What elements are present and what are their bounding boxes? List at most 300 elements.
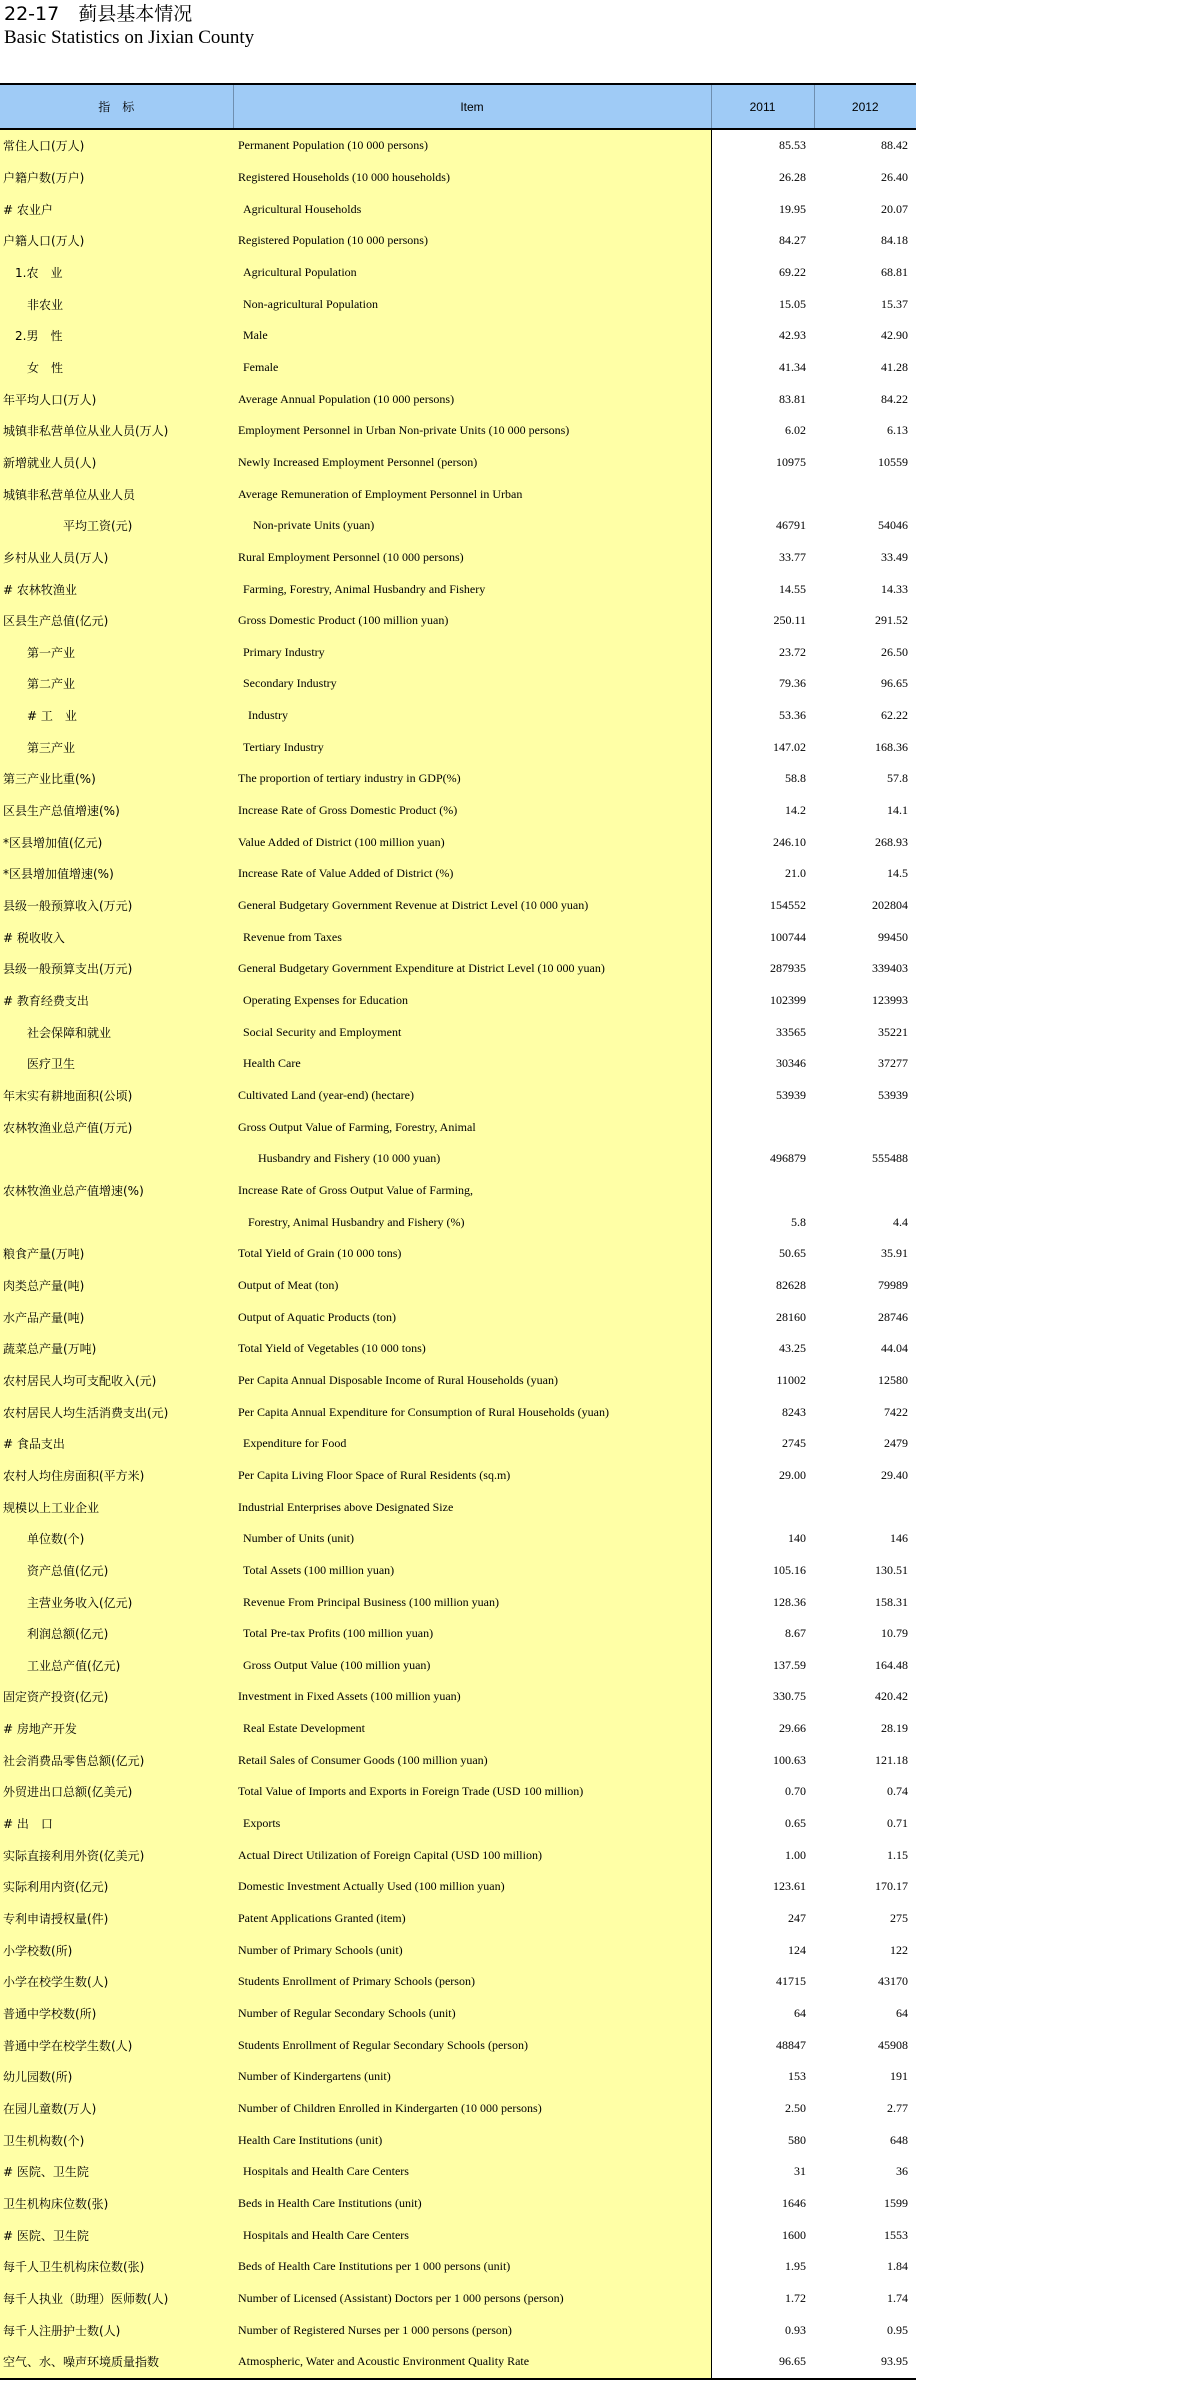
row-value-2011: 6.02 bbox=[711, 415, 814, 447]
table-row bbox=[0, 1206, 916, 1238]
row-item-en: Expenditure for Food bbox=[233, 1428, 711, 1460]
row-label-cn: 每千人注册护士数(人) bbox=[0, 2314, 233, 2346]
row-label-cn bbox=[0, 1143, 233, 1175]
row-item-en: Retail Sales of Consumer Goods (100 million yuan) bbox=[233, 1744, 711, 1776]
table-row bbox=[0, 763, 916, 795]
row-value-2012: 41.28 bbox=[814, 352, 916, 384]
row-value-2011 bbox=[711, 1111, 814, 1143]
row-value-2011 bbox=[711, 478, 814, 510]
table-row bbox=[0, 288, 916, 320]
row-value-2012: 122 bbox=[814, 1934, 916, 1966]
table-row bbox=[0, 352, 916, 384]
table-row bbox=[0, 668, 916, 700]
row-label-cn: 资产总值(亿元) bbox=[0, 1555, 233, 1587]
row-label-cn: 农村居民人均可支配收入(元) bbox=[0, 1365, 233, 1397]
row-value-2011: 0.65 bbox=[711, 1808, 814, 1840]
row-value-2011: 82628 bbox=[711, 1270, 814, 1302]
row-value-2011: 100744 bbox=[711, 921, 814, 953]
row-label-cn: 年末实有耕地面积(公顷) bbox=[0, 1080, 233, 1112]
table-row bbox=[0, 383, 916, 415]
row-value-2012: 7422 bbox=[814, 1396, 916, 1428]
table-row bbox=[0, 2314, 916, 2346]
row-item-en: Exports bbox=[233, 1808, 711, 1840]
row-value-2012: 14.33 bbox=[814, 573, 916, 605]
row-value-2011: 0.93 bbox=[711, 2314, 814, 2346]
row-value-2012: 20.07 bbox=[814, 193, 916, 225]
row-item-en: Industry bbox=[233, 700, 711, 732]
table-row bbox=[0, 1555, 916, 1587]
table-header bbox=[0, 84, 916, 129]
row-value-2012: 88.42 bbox=[814, 129, 916, 162]
row-label-cn: 农村居民人均生活消费支出(元) bbox=[0, 1396, 233, 1428]
row-value-2011: 48847 bbox=[711, 2029, 814, 2061]
row-item-en: Domestic Investment Actually Used (100 million yuan) bbox=[233, 1871, 711, 1903]
row-label-cn: 农村人均住房面积(平方米) bbox=[0, 1460, 233, 1492]
row-value-2012: 84.22 bbox=[814, 383, 916, 415]
row-item-en: Patent Applications Granted (item) bbox=[233, 1903, 711, 1935]
table-row bbox=[0, 700, 916, 732]
row-value-2011: 1646 bbox=[711, 2188, 814, 2220]
row-label-cn: # 工 业 bbox=[0, 700, 233, 732]
table-row bbox=[0, 2346, 916, 2379]
table-row bbox=[0, 2029, 916, 2061]
row-item-en: Industrial Enterprises above Designated Size bbox=[233, 1491, 711, 1523]
row-item-en: Increase Rate of Value Added of District (%) bbox=[233, 858, 711, 890]
table-row bbox=[0, 193, 916, 225]
row-value-2011: 246.10 bbox=[711, 826, 814, 858]
row-value-2012: 2.77 bbox=[814, 2093, 916, 2125]
table-row bbox=[0, 1618, 916, 1650]
row-label-cn: 幼儿园数(所) bbox=[0, 2061, 233, 2093]
table-row bbox=[0, 1238, 916, 1270]
row-item-en: Agricultural Population bbox=[233, 257, 711, 289]
row-value-2012: 123993 bbox=[814, 985, 916, 1017]
table-row bbox=[0, 2188, 916, 2220]
row-label-cn: 农林牧渔业总产值增速(%) bbox=[0, 1175, 233, 1207]
table-row bbox=[0, 985, 916, 1017]
row-value-2011: 53.36 bbox=[711, 700, 814, 732]
row-label-cn: *区县增加值增速(%) bbox=[0, 858, 233, 890]
row-value-2012: 0.71 bbox=[814, 1808, 916, 1840]
table-row bbox=[0, 1111, 916, 1143]
row-label-cn: # 农业户 bbox=[0, 193, 233, 225]
row-value-2011: 29.00 bbox=[711, 1460, 814, 1492]
row-label-cn: 肉类总产量(吨) bbox=[0, 1270, 233, 1302]
table-row bbox=[0, 2093, 916, 2125]
row-item-en: Actual Direct Utilization of Foreign Capital (USD 100 million) bbox=[233, 1839, 711, 1871]
row-value-2011: 29.66 bbox=[711, 1713, 814, 1745]
table-row bbox=[0, 1175, 916, 1207]
row-item-en: The proportion of tertiary industry in GDP(%) bbox=[233, 763, 711, 795]
row-value-2012: 202804 bbox=[814, 890, 916, 922]
row-value-2011: 250.11 bbox=[711, 605, 814, 637]
row-value-2012: 54046 bbox=[814, 510, 916, 542]
table-row bbox=[0, 257, 916, 289]
row-value-2012: 28.19 bbox=[814, 1713, 916, 1745]
row-label-cn: 医疗卫生 bbox=[0, 1048, 233, 1080]
table-row bbox=[0, 890, 916, 922]
row-value-2012: 4.4 bbox=[814, 1206, 916, 1238]
row-value-2011: 10975 bbox=[711, 447, 814, 479]
row-item-en: Average Remuneration of Employment Personnel in Urban bbox=[233, 478, 711, 510]
row-item-en: Cultivated Land (year-end) (hectare) bbox=[233, 1080, 711, 1112]
row-label-cn: 实际利用内资(亿元) bbox=[0, 1871, 233, 1903]
row-label-cn: 农林牧渔业总产值(万元) bbox=[0, 1111, 233, 1143]
row-value-2011: 33.77 bbox=[711, 542, 814, 574]
row-value-2011: 580 bbox=[711, 2124, 814, 2156]
row-value-2012: 648 bbox=[814, 2124, 916, 2156]
row-label-cn: 县级一般预算收入(万元) bbox=[0, 890, 233, 922]
row-value-2011: 28160 bbox=[711, 1301, 814, 1333]
row-value-2011: 1.95 bbox=[711, 2251, 814, 2283]
table-row bbox=[0, 858, 916, 890]
row-label-cn: # 出 口 bbox=[0, 1808, 233, 1840]
row-item-en: Per Capita Annual Expenditure for Consumption of Rural Households (yuan) bbox=[233, 1396, 711, 1428]
row-label-cn: 平均工资(元) bbox=[0, 510, 233, 542]
table-row bbox=[0, 826, 916, 858]
row-item-en: General Budgetary Government Expenditure at District Level (10 000 yuan) bbox=[233, 953, 711, 985]
row-item-en: Output of Meat (ton) bbox=[233, 1270, 711, 1302]
row-value-2012 bbox=[814, 1491, 916, 1523]
row-value-2011: 96.65 bbox=[711, 2346, 814, 2379]
row-item-en: Female bbox=[233, 352, 711, 384]
row-value-2012: 14.5 bbox=[814, 858, 916, 890]
row-value-2011: 140 bbox=[711, 1523, 814, 1555]
row-value-2012: 68.81 bbox=[814, 257, 916, 289]
row-label-cn: # 税收收入 bbox=[0, 921, 233, 953]
row-item-en: Number of Units (unit) bbox=[233, 1523, 711, 1555]
row-item-en: Non-private Units (yuan) bbox=[233, 510, 711, 542]
row-item-en: Tertiary Industry bbox=[233, 731, 711, 763]
table-row bbox=[0, 1080, 916, 1112]
row-item-en: Gross Output Value of Farming, Forestry, Animal bbox=[233, 1111, 711, 1143]
row-value-2012: 35221 bbox=[814, 1016, 916, 1048]
row-value-2012: 146 bbox=[814, 1523, 916, 1555]
row-value-2012: 291.52 bbox=[814, 605, 916, 637]
row-label-cn: 固定资产投资(亿元) bbox=[0, 1681, 233, 1713]
row-item-en: Real Estate Development bbox=[233, 1713, 711, 1745]
row-value-2012: 79989 bbox=[814, 1270, 916, 1302]
row-value-2011: 23.72 bbox=[711, 637, 814, 669]
header-row bbox=[0, 84, 916, 129]
row-label-cn: 专利申请授权量(件) bbox=[0, 1903, 233, 1935]
row-value-2011: 8.67 bbox=[711, 1618, 814, 1650]
row-value-2011: 1.72 bbox=[711, 2283, 814, 2315]
row-value-2011: 154552 bbox=[711, 890, 814, 922]
row-item-en: Revenue from Taxes bbox=[233, 921, 711, 953]
row-value-2011: 26.28 bbox=[711, 162, 814, 194]
row-item-en: Value Added of District (100 million yuan) bbox=[233, 826, 711, 858]
row-item-en: Increase Rate of Gross Domestic Product (%) bbox=[233, 795, 711, 827]
table-row bbox=[0, 1839, 916, 1871]
header-year-2012: 2012 bbox=[814, 84, 916, 129]
row-value-2012: 2479 bbox=[814, 1428, 916, 1460]
row-item-en: Rural Employment Personnel (10 000 persons) bbox=[233, 542, 711, 574]
table-row bbox=[0, 2124, 916, 2156]
row-value-2012: 26.50 bbox=[814, 637, 916, 669]
row-value-2012: 164.48 bbox=[814, 1650, 916, 1682]
row-label-cn: 小学校数(所) bbox=[0, 1934, 233, 1966]
row-label-cn: 社会消费品零售总额(亿元) bbox=[0, 1744, 233, 1776]
row-label-cn: 户籍户数(万户) bbox=[0, 162, 233, 194]
row-item-en: Total Value of Imports and Exports in Foreign Trade (USD 100 million) bbox=[233, 1776, 711, 1808]
row-label-cn: 女 性 bbox=[0, 352, 233, 384]
table-row bbox=[0, 1966, 916, 1998]
row-value-2012: 168.36 bbox=[814, 731, 916, 763]
header-year-2011: 2011 bbox=[711, 84, 814, 129]
row-value-2012: 10559 bbox=[814, 447, 916, 479]
row-label-cn: 年平均人口(万人) bbox=[0, 383, 233, 415]
row-value-2012: 62.22 bbox=[814, 700, 916, 732]
row-label-cn: 普通中学校数(所) bbox=[0, 1998, 233, 2030]
row-value-2011: 58.8 bbox=[711, 763, 814, 795]
row-item-en: Forestry, Animal Husbandry and Fishery (%) bbox=[233, 1206, 711, 1238]
header-indicator: 指 标 bbox=[0, 84, 233, 129]
row-item-en: Per Capita Annual Disposable Income of Rural Households (yuan) bbox=[233, 1365, 711, 1397]
row-item-en: Hospitals and Health Care Centers bbox=[233, 2156, 711, 2188]
row-item-en: Hospitals and Health Care Centers bbox=[233, 2219, 711, 2251]
row-item-en: Atmospheric, Water and Acoustic Environment Quality Rate bbox=[233, 2346, 711, 2379]
row-item-en: Health Care bbox=[233, 1048, 711, 1080]
table-row bbox=[0, 1365, 916, 1397]
table-row bbox=[0, 1998, 916, 2030]
row-label-cn: 单位数(个) bbox=[0, 1523, 233, 1555]
row-label-cn: 粮食产量(万吨) bbox=[0, 1238, 233, 1270]
row-value-2011: 41715 bbox=[711, 1966, 814, 1998]
row-value-2011: 147.02 bbox=[711, 731, 814, 763]
row-label-cn: 乡村从业人员(万人) bbox=[0, 542, 233, 574]
row-value-2012: 158.31 bbox=[814, 1586, 916, 1618]
table-row bbox=[0, 1396, 916, 1428]
row-item-en: Students Enrollment of Primary Schools (person) bbox=[233, 1966, 711, 1998]
row-value-2012: 36 bbox=[814, 2156, 916, 2188]
table-row bbox=[0, 129, 916, 162]
row-value-2011: 153 bbox=[711, 2061, 814, 2093]
row-label-cn: 外贸进出口总额(亿美元) bbox=[0, 1776, 233, 1808]
table-row bbox=[0, 510, 916, 542]
row-value-2011: 79.36 bbox=[711, 668, 814, 700]
row-value-2012: 37277 bbox=[814, 1048, 916, 1080]
row-label-cn: # 教育经费支出 bbox=[0, 985, 233, 1017]
row-label-cn: 每千人卫生机构床位数(张) bbox=[0, 2251, 233, 2283]
table-title-cn: 22-17 蓟县基本情况 bbox=[4, 3, 193, 25]
statistics-table bbox=[0, 83, 916, 2380]
table-row bbox=[0, 2219, 916, 2251]
table-row bbox=[0, 1301, 916, 1333]
table-row bbox=[0, 415, 916, 447]
table-row bbox=[0, 1808, 916, 1840]
row-value-2011: 41.34 bbox=[711, 352, 814, 384]
row-value-2012: 12580 bbox=[814, 1365, 916, 1397]
row-value-2012: 84.18 bbox=[814, 225, 916, 257]
table-row bbox=[0, 1934, 916, 1966]
row-item-en: Per Capita Living Floor Space of Rural Residents (sq.m) bbox=[233, 1460, 711, 1492]
table-row bbox=[0, 542, 916, 574]
row-label-cn: # 房地产开发 bbox=[0, 1713, 233, 1745]
row-item-en: Total Assets (100 million yuan) bbox=[233, 1555, 711, 1587]
row-value-2011: 14.2 bbox=[711, 795, 814, 827]
row-item-en: Total Yield of Vegetables (10 000 tons) bbox=[233, 1333, 711, 1365]
table-row bbox=[0, 1333, 916, 1365]
row-item-en: Non-agricultural Population bbox=[233, 288, 711, 320]
table-row bbox=[0, 921, 916, 953]
row-value-2011: 8243 bbox=[711, 1396, 814, 1428]
table-row bbox=[0, 225, 916, 257]
row-item-en: Registered Population (10 000 persons) bbox=[233, 225, 711, 257]
row-value-2011: 137.59 bbox=[711, 1650, 814, 1682]
row-value-2012: 555488 bbox=[814, 1143, 916, 1175]
table-row bbox=[0, 1681, 916, 1713]
row-item-en: Male bbox=[233, 320, 711, 352]
row-value-2012: 1.15 bbox=[814, 1839, 916, 1871]
title-block bbox=[4, 2, 254, 50]
row-label-cn: 第三产业 bbox=[0, 731, 233, 763]
row-value-2011: 69.22 bbox=[711, 257, 814, 289]
row-label-cn: 户籍人口(万人) bbox=[0, 225, 233, 257]
row-value-2011: 1600 bbox=[711, 2219, 814, 2251]
header-item: Item bbox=[233, 84, 711, 129]
table-row bbox=[0, 447, 916, 479]
row-item-en: Primary Industry bbox=[233, 637, 711, 669]
row-label-cn: # 农林牧渔业 bbox=[0, 573, 233, 605]
row-label-cn: 城镇非私营单位从业人员(万人) bbox=[0, 415, 233, 447]
row-value-2012: 275 bbox=[814, 1903, 916, 1935]
row-item-en: Gross Domestic Product (100 million yuan) bbox=[233, 605, 711, 637]
row-value-2011: 33565 bbox=[711, 1016, 814, 1048]
table-body bbox=[0, 129, 916, 2379]
row-value-2011 bbox=[711, 1175, 814, 1207]
row-item-en: Total Yield of Grain (10 000 tons) bbox=[233, 1238, 711, 1270]
row-label-cn: 主营业务收入(亿元) bbox=[0, 1586, 233, 1618]
row-item-en: Farming, Forestry, Animal Husbandry and Fishery bbox=[233, 573, 711, 605]
row-item-en: Students Enrollment of Regular Secondary Schools (person) bbox=[233, 2029, 711, 2061]
row-value-2012: 1.84 bbox=[814, 2251, 916, 2283]
row-item-en: General Budgetary Government Revenue at District Level (10 000 yuan) bbox=[233, 890, 711, 922]
row-label-cn: 卫生机构数(个) bbox=[0, 2124, 233, 2156]
row-value-2011: 85.53 bbox=[711, 129, 814, 162]
table-row bbox=[0, 2251, 916, 2283]
row-label-cn: 普通中学在校学生数(人) bbox=[0, 2029, 233, 2061]
row-value-2012: 57.8 bbox=[814, 763, 916, 795]
row-item-en: Beds of Health Care Institutions per 1 000 persons (unit) bbox=[233, 2251, 711, 2283]
row-value-2012: 0.95 bbox=[814, 2314, 916, 2346]
row-label-cn: 规模以上工业企业 bbox=[0, 1491, 233, 1523]
row-item-en: Investment in Fixed Assets (100 million yuan) bbox=[233, 1681, 711, 1713]
row-value-2012: 130.51 bbox=[814, 1555, 916, 1587]
table-row bbox=[0, 162, 916, 194]
row-item-en: Operating Expenses for Education bbox=[233, 985, 711, 1017]
row-value-2012: 15.37 bbox=[814, 288, 916, 320]
table-row bbox=[0, 1713, 916, 1745]
table-row bbox=[0, 1016, 916, 1048]
row-label-cn: 小学在校学生数(人) bbox=[0, 1966, 233, 1998]
row-value-2011: 42.93 bbox=[711, 320, 814, 352]
table-row bbox=[0, 1744, 916, 1776]
row-value-2011: 53939 bbox=[711, 1080, 814, 1112]
row-value-2012: 28746 bbox=[814, 1301, 916, 1333]
row-label-cn: 工业总产值(亿元) bbox=[0, 1650, 233, 1682]
row-item-en: Number of Licensed (Assistant) Doctors per 1 000 persons (person) bbox=[233, 2283, 711, 2315]
row-item-en: Output of Aquatic Products (ton) bbox=[233, 1301, 711, 1333]
row-item-en: Revenue From Principal Business (100 million yuan) bbox=[233, 1586, 711, 1618]
row-item-en: Health Care Institutions (unit) bbox=[233, 2124, 711, 2156]
row-label-cn: 第一产业 bbox=[0, 637, 233, 669]
table-row bbox=[0, 1270, 916, 1302]
row-value-2011: 496879 bbox=[711, 1143, 814, 1175]
row-label-cn: *区县增加值(亿元) bbox=[0, 826, 233, 858]
table-row bbox=[0, 320, 916, 352]
row-value-2012: 53939 bbox=[814, 1080, 916, 1112]
row-value-2011: 84.27 bbox=[711, 225, 814, 257]
row-label-cn: 区县生产总值(亿元) bbox=[0, 605, 233, 637]
row-label-cn: 非农业 bbox=[0, 288, 233, 320]
row-item-en: Number of Registered Nurses per 1 000 persons (person) bbox=[233, 2314, 711, 2346]
row-item-en: Husbandry and Fishery (10 000 yuan) bbox=[233, 1143, 711, 1175]
table-row bbox=[0, 1143, 916, 1175]
row-value-2012 bbox=[814, 478, 916, 510]
table-row bbox=[0, 731, 916, 763]
row-value-2011: 21.0 bbox=[711, 858, 814, 890]
row-value-2011: 105.16 bbox=[711, 1555, 814, 1587]
row-label-cn: 利润总额(亿元) bbox=[0, 1618, 233, 1650]
row-value-2011: 14.55 bbox=[711, 573, 814, 605]
row-value-2011: 123.61 bbox=[711, 1871, 814, 1903]
row-item-en: Number of Primary Schools (unit) bbox=[233, 1934, 711, 1966]
row-value-2012: 99450 bbox=[814, 921, 916, 953]
table-row bbox=[0, 2283, 916, 2315]
row-item-en: Increase Rate of Gross Output Value of Farming, bbox=[233, 1175, 711, 1207]
row-value-2011: 46791 bbox=[711, 510, 814, 542]
row-value-2011 bbox=[711, 1491, 814, 1523]
table-row bbox=[0, 1776, 916, 1808]
row-value-2012: 44.04 bbox=[814, 1333, 916, 1365]
row-item-en: Number of Children Enrolled in Kindergarten (10 000 persons) bbox=[233, 2093, 711, 2125]
row-value-2012: 43170 bbox=[814, 1966, 916, 1998]
row-value-2012: 1553 bbox=[814, 2219, 916, 2251]
row-label-cn: 实际直接利用外资(亿美元) bbox=[0, 1839, 233, 1871]
row-value-2012 bbox=[814, 1111, 916, 1143]
row-label-cn: 2.男 性 bbox=[0, 320, 233, 352]
row-value-2011: 43.25 bbox=[711, 1333, 814, 1365]
row-label-cn: 卫生机构床位数(张) bbox=[0, 2188, 233, 2220]
table-row bbox=[0, 795, 916, 827]
row-value-2012: 420.42 bbox=[814, 1681, 916, 1713]
row-label-cn: 区县生产总值增速(%) bbox=[0, 795, 233, 827]
table-row bbox=[0, 953, 916, 985]
statistics-table-wrapper bbox=[0, 83, 916, 2380]
row-value-2012: 14.1 bbox=[814, 795, 916, 827]
row-value-2011: 1.00 bbox=[711, 1839, 814, 1871]
row-value-2011: 5.8 bbox=[711, 1206, 814, 1238]
row-value-2011: 64 bbox=[711, 1998, 814, 2030]
row-item-en: Beds in Health Care Institutions (unit) bbox=[233, 2188, 711, 2220]
row-label-cn: 新增就业人员(人) bbox=[0, 447, 233, 479]
row-item-en: Social Security and Employment bbox=[233, 1016, 711, 1048]
row-value-2012: 29.40 bbox=[814, 1460, 916, 1492]
row-label-cn: 在园儿童数(万人) bbox=[0, 2093, 233, 2125]
table-row bbox=[0, 1491, 916, 1523]
table-row bbox=[0, 1523, 916, 1555]
row-label-cn: 常住人口(万人) bbox=[0, 129, 233, 162]
row-value-2011: 2.50 bbox=[711, 2093, 814, 2125]
row-value-2012: 268.93 bbox=[814, 826, 916, 858]
row-label-cn: 每千人执业（助理）医师数(人) bbox=[0, 2283, 233, 2315]
row-label-cn bbox=[0, 1206, 233, 1238]
row-value-2012: 33.49 bbox=[814, 542, 916, 574]
row-label-cn: 县级一般预算支出(万元) bbox=[0, 953, 233, 985]
row-value-2011: 330.75 bbox=[711, 1681, 814, 1713]
row-value-2011: 19.95 bbox=[711, 193, 814, 225]
